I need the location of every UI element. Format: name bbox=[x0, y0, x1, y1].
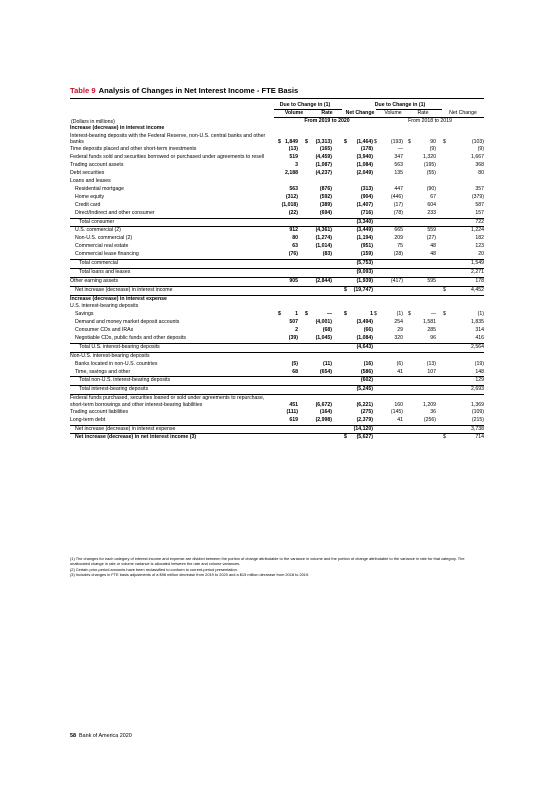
table-row bbox=[70, 434, 484, 442]
cell-n2: 1,549 bbox=[471, 259, 484, 266]
net-interest-income-table bbox=[70, 125, 484, 442]
cell-r1: (68) bbox=[322, 327, 332, 334]
table-row bbox=[70, 125, 484, 133]
cell-n1: (602) bbox=[360, 377, 373, 384]
cell-v1: 451 bbox=[289, 401, 298, 408]
cell-r2: 36 bbox=[430, 408, 436, 415]
cell-v2: (17) bbox=[393, 201, 403, 208]
cell-r1: (11) bbox=[323, 360, 332, 367]
col-net-2020: Net Change bbox=[345, 110, 375, 116]
cell-v1: (22) bbox=[288, 209, 298, 216]
dollar-sign: $ bbox=[305, 311, 308, 318]
dollar-sign: $ bbox=[344, 434, 347, 441]
cell-n1: (313) bbox=[360, 185, 373, 192]
cell-v1: (312) bbox=[285, 193, 298, 200]
cell-r1: (389) bbox=[319, 201, 332, 208]
cell-v1: (5) bbox=[291, 360, 298, 367]
cell-v1: 1 bbox=[295, 311, 298, 318]
table-row bbox=[70, 395, 484, 409]
cell-v2: 209 bbox=[394, 235, 403, 242]
table-row bbox=[70, 319, 484, 327]
cell-r2: 233 bbox=[427, 209, 436, 216]
cell-n2: 80 bbox=[478, 170, 484, 177]
period2-label: From 2018 to 2019 bbox=[408, 118, 452, 124]
cell-v2: 563 bbox=[394, 162, 403, 169]
table-number: Table 9 bbox=[70, 86, 96, 95]
cell-r2: 96 bbox=[430, 334, 436, 341]
cell-n2: 4,452 bbox=[471, 286, 484, 293]
cell-r2: 559 bbox=[427, 227, 436, 234]
cell-n2: 587 bbox=[475, 201, 484, 208]
row-label: U.S. commercial (2) bbox=[75, 227, 121, 234]
cell-n2: 416 bbox=[475, 334, 484, 341]
table-row bbox=[70, 202, 484, 210]
row-label: Savings bbox=[75, 311, 94, 318]
cell-r2: 48 bbox=[430, 251, 436, 258]
cell-n1: (586) bbox=[360, 368, 373, 375]
row-label: Net increase (decrease) in interest expense bbox=[75, 425, 176, 432]
cell-r1: (6,672) bbox=[315, 401, 332, 408]
row-label: Loans and leases bbox=[70, 178, 111, 185]
row-label: Long-term debt bbox=[70, 416, 106, 423]
row-label: Net increase (decrease) in interest income bbox=[75, 286, 173, 293]
cell-r1: (4,459) bbox=[315, 154, 332, 161]
cell-n1: (5,627) bbox=[356, 434, 373, 441]
cell-r1: (83) bbox=[322, 251, 332, 258]
row-label: Time, savings and other bbox=[75, 368, 131, 375]
row-label: Residential mortgage bbox=[75, 185, 125, 192]
row-label: Commercial lease financing bbox=[75, 251, 139, 258]
table-row bbox=[70, 369, 484, 378]
row-label: Total commercial bbox=[79, 259, 118, 266]
cell-r2: 285 bbox=[427, 327, 436, 334]
cell-n2: 3,738 bbox=[471, 425, 484, 432]
table-row bbox=[70, 335, 484, 344]
page-number: 58 bbox=[70, 733, 76, 739]
col-volume-2020: Volume bbox=[284, 110, 304, 116]
row-label: Consumer CDs and IRAs bbox=[75, 327, 134, 334]
cell-r2: (256) bbox=[423, 416, 436, 423]
cell-r1: (165) bbox=[319, 146, 332, 153]
cell-r2: 107 bbox=[427, 368, 436, 375]
cell-v1: 619 bbox=[289, 416, 298, 423]
cell-v1: 2 bbox=[295, 327, 298, 334]
row-label: Total non-U.S. interest-bearing deposits bbox=[79, 377, 171, 384]
row-label: Commercial real estate bbox=[75, 243, 129, 250]
cell-n1: 1 bbox=[370, 311, 373, 318]
cell-r2: 595 bbox=[427, 277, 436, 284]
cell-n2: (19) bbox=[474, 360, 484, 367]
cell-v2: (145) bbox=[390, 408, 403, 415]
cell-v2: (1) bbox=[396, 311, 403, 318]
table-row bbox=[70, 162, 484, 170]
cell-n2: 2,564 bbox=[471, 343, 484, 350]
cell-n1: (1,194) bbox=[356, 235, 373, 242]
dollar-sign: $ bbox=[278, 311, 281, 318]
cell-r1: (1,274) bbox=[315, 235, 332, 242]
cell-n1: (1,939) bbox=[356, 277, 373, 284]
cell-v2: (6) bbox=[396, 360, 403, 367]
cell-r2: 1,209 bbox=[423, 401, 436, 408]
table-row bbox=[70, 417, 484, 426]
cell-n1: (6,221) bbox=[356, 401, 373, 408]
cell-n1: (14,120) bbox=[353, 425, 373, 432]
cell-n1: (3,494) bbox=[356, 319, 373, 326]
table-row bbox=[70, 353, 484, 361]
cell-n1: (1,084) bbox=[356, 162, 373, 169]
cell-v2: (28) bbox=[393, 251, 403, 258]
cell-n2: 1,224 bbox=[471, 227, 484, 234]
cell-n1: (3,449) bbox=[356, 227, 373, 234]
cell-n1: (1,084) bbox=[356, 334, 373, 341]
cell-r2: 90 bbox=[430, 139, 436, 146]
cell-v2: 320 bbox=[394, 334, 403, 341]
cell-v1: 905 bbox=[289, 277, 298, 284]
row-label: Trading account assets bbox=[70, 162, 124, 169]
cell-n2: 129 bbox=[475, 377, 484, 384]
cell-v1: (39) bbox=[288, 334, 298, 341]
cell-v2: 160 bbox=[394, 401, 403, 408]
dollar-sign: $ bbox=[344, 311, 347, 318]
cell-n1: (716) bbox=[360, 209, 373, 216]
row-label: Credit card bbox=[75, 201, 101, 208]
row-label: Net increase (decrease) in net interest income (3) bbox=[75, 434, 197, 441]
cell-n2: (1) bbox=[477, 311, 484, 318]
table-row bbox=[70, 278, 484, 287]
cell-n2: (103) bbox=[471, 139, 484, 146]
cell-r1: (1,045) bbox=[315, 334, 332, 341]
row-label: Interest-bearing deposits with the Federal Reserve, non-U.S. central banks and other banks bbox=[70, 132, 266, 146]
table-row bbox=[70, 327, 484, 335]
cell-n2: 1,835 bbox=[471, 319, 484, 326]
cell-r2: (13) bbox=[426, 360, 436, 367]
cell-n1: (1,464) bbox=[356, 139, 373, 146]
table-row bbox=[70, 235, 484, 243]
cell-n2: 1,369 bbox=[471, 401, 484, 408]
cell-n2: 182 bbox=[475, 235, 484, 242]
cell-r2: (55) bbox=[426, 170, 436, 177]
row-label: Increase (decrease) in interest expense bbox=[70, 295, 167, 302]
footnotes bbox=[70, 556, 484, 578]
table-row bbox=[70, 146, 484, 154]
cell-v2: 41 bbox=[397, 368, 403, 375]
cell-v2: 75 bbox=[397, 243, 403, 250]
cell-v2: (193) bbox=[390, 139, 403, 146]
dollar-sign: $ bbox=[408, 311, 411, 318]
row-label: Federal funds sold and securities borrowed or purchased under agreements to resell bbox=[70, 154, 265, 161]
table-row bbox=[70, 219, 484, 228]
row-label: Demand and money market deposit accounts bbox=[75, 319, 180, 326]
cell-n2: 722 bbox=[475, 218, 484, 225]
cell-n1: (3,340) bbox=[356, 218, 373, 225]
dollar-sign: $ bbox=[374, 139, 377, 146]
table-title-text: Analysis of Changes in Net Interest Income - FTE Basis bbox=[98, 86, 299, 95]
cell-v2: 447 bbox=[394, 185, 403, 192]
cell-v1: (76) bbox=[288, 251, 298, 258]
table-row bbox=[70, 194, 484, 202]
cell-n1: (66) bbox=[363, 327, 373, 334]
row-label: Total consumer bbox=[79, 218, 115, 225]
cell-r1: (4,001) bbox=[315, 319, 332, 326]
cell-v1: 3 bbox=[295, 162, 298, 169]
cell-r2: 1,320 bbox=[423, 154, 436, 161]
cell-v2: — bbox=[397, 146, 403, 153]
cell-r1: (164) bbox=[319, 408, 332, 415]
cell-n2: 2,271 bbox=[471, 268, 484, 275]
cell-n2: 178 bbox=[475, 277, 484, 284]
cell-n2: 123 bbox=[475, 243, 484, 250]
col-volume-2019: Volume bbox=[384, 110, 402, 116]
cell-n1: (275) bbox=[360, 408, 373, 415]
cell-r1: (1,014) bbox=[315, 243, 332, 250]
row-label: Increase (decrease) in interest income bbox=[70, 125, 165, 131]
table-row bbox=[70, 170, 484, 178]
row-label: U.S. interest-bearing deposits bbox=[70, 303, 139, 310]
dollar-sign: $ bbox=[443, 434, 446, 441]
row-label: Banks located in non-U.S. countries bbox=[75, 360, 158, 367]
cell-v1: 563 bbox=[289, 185, 298, 192]
dollar-sign: $ bbox=[443, 311, 446, 318]
row-label: Time deposits placed and other short-term investments bbox=[70, 146, 197, 153]
cell-r1: (1,087) bbox=[315, 162, 332, 169]
row-label: Direct/Indirect and other consumer bbox=[75, 209, 155, 216]
col-rate-2019: Rate bbox=[417, 110, 429, 116]
row-label: Non-U.S. interest-bearing deposits bbox=[70, 352, 150, 359]
footnote: (2) Certain prior-period amounts have been reclassified to conform to current-period presentation. bbox=[70, 566, 238, 572]
period1-label: From 2019 to 2020 bbox=[304, 118, 350, 124]
row-label: Debt securities bbox=[70, 170, 105, 177]
cell-r2: 67 bbox=[430, 193, 436, 200]
table-row bbox=[70, 154, 484, 162]
cell-r1: (876) bbox=[319, 185, 332, 192]
cell-n1: (159) bbox=[360, 251, 373, 258]
cell-v2: (446) bbox=[390, 193, 403, 200]
table-row bbox=[70, 186, 484, 194]
footnote: (1) The changes for each category of interest income and expense are divided between the portion of change attributable to the variance in volume and the portion of change attributable to the variance in rate for that category. The unallocated change in rate or volume variance is allocated between the rate and volume variances. bbox=[70, 556, 465, 566]
cell-r2: (27) bbox=[426, 235, 436, 242]
cell-v1: 912 bbox=[289, 227, 298, 234]
cell-r1: (592) bbox=[319, 193, 332, 200]
cell-n2: 314 bbox=[475, 327, 484, 334]
cell-r2: 1,581 bbox=[423, 319, 436, 326]
cell-n1: (904) bbox=[360, 193, 373, 200]
table-title bbox=[70, 86, 298, 95]
cell-v1: (111) bbox=[286, 408, 298, 415]
cell-r1: (2,844) bbox=[315, 277, 332, 284]
col-rate-2020: Rate bbox=[321, 110, 333, 116]
table-row bbox=[70, 426, 484, 435]
table-row bbox=[70, 178, 484, 186]
table-row bbox=[70, 303, 484, 311]
cell-n2: 20 bbox=[478, 251, 484, 258]
cell-v2: 41 bbox=[397, 416, 403, 423]
table-row bbox=[70, 269, 484, 278]
row-label: Trading account liabilities bbox=[70, 408, 129, 415]
table-row bbox=[70, 377, 484, 386]
cell-n2: 1,667 bbox=[471, 154, 484, 161]
units-label: (Dollars in millions) bbox=[71, 119, 115, 125]
cell-n1: (4,643) bbox=[356, 343, 373, 350]
cell-n2: 714 bbox=[475, 434, 484, 441]
cell-n1: (1,407) bbox=[356, 201, 373, 208]
cell-v2: 29 bbox=[397, 327, 403, 334]
cell-r1: (654) bbox=[319, 368, 332, 375]
cell-r1: (2,998) bbox=[315, 416, 332, 423]
cell-n1: (3,940) bbox=[356, 154, 373, 161]
row-label: Total U.S. interest-bearing deposits bbox=[79, 343, 160, 350]
cell-n1: (16) bbox=[363, 360, 373, 367]
table-row bbox=[70, 210, 484, 219]
dollar-sign: $ bbox=[443, 286, 446, 293]
cell-n2: (109) bbox=[471, 408, 484, 415]
cell-v1: 2,188 bbox=[285, 170, 298, 177]
cell-n1: (951) bbox=[360, 243, 373, 250]
cell-n2: 357 bbox=[475, 185, 484, 192]
row-label: Negotiable CDs, public funds and other deposits bbox=[75, 334, 187, 341]
cell-n2: 2,693 bbox=[471, 386, 484, 393]
cell-v2: 135 bbox=[394, 170, 403, 177]
dollar-sign: $ bbox=[443, 139, 446, 146]
cell-r2: — bbox=[430, 311, 436, 318]
page-footer bbox=[70, 733, 132, 739]
table-row bbox=[70, 260, 484, 269]
cell-n2: (215) bbox=[471, 416, 484, 423]
cell-r1: — bbox=[326, 311, 332, 318]
cell-v1: 507 bbox=[289, 319, 298, 326]
group2-header: Due to Change in (1) bbox=[374, 102, 426, 108]
cell-r2: (90) bbox=[426, 185, 436, 192]
row-label: Other earning assets bbox=[70, 277, 119, 284]
footnote: (3) Includes changes in FTE basis adjustments of a $96 million decrease from 2019 to 2020 and a $15 million decrease from 2018 to 2019. bbox=[70, 572, 310, 577]
table-row bbox=[70, 386, 484, 395]
table-row bbox=[70, 243, 484, 251]
cell-n2: (9) bbox=[477, 146, 484, 153]
cell-v2: 254 bbox=[394, 319, 403, 326]
dollar-sign: $ bbox=[305, 139, 308, 146]
table-row bbox=[70, 287, 484, 296]
table-row bbox=[70, 361, 484, 369]
cell-n1: (9,093) bbox=[356, 268, 373, 275]
cell-n1: (5,245) bbox=[356, 386, 373, 393]
table-row bbox=[70, 409, 484, 417]
cell-r1: (3,313) bbox=[315, 139, 332, 146]
cell-v1: 519 bbox=[289, 154, 298, 161]
cell-n1: (19,747) bbox=[353, 286, 373, 293]
title-rule bbox=[70, 98, 484, 99]
dollar-sign: $ bbox=[408, 139, 411, 146]
table-row bbox=[70, 227, 484, 235]
cell-v2: (417) bbox=[390, 277, 403, 284]
cell-r2: (9) bbox=[429, 146, 436, 153]
cell-n2: 148 bbox=[475, 368, 484, 375]
cell-n1: (2,379) bbox=[356, 416, 373, 423]
cell-v1: 63 bbox=[292, 243, 298, 250]
row-label: Non-U.S. commercial (2) bbox=[75, 235, 133, 242]
table-row bbox=[70, 133, 484, 147]
cell-n2: (379) bbox=[471, 193, 484, 200]
table-row bbox=[70, 296, 484, 304]
footer-text: Bank of America 2020 bbox=[79, 733, 132, 739]
cell-r2: 48 bbox=[430, 243, 436, 250]
group1-header: Due to Change in (1) bbox=[279, 102, 331, 108]
cell-v1: 68 bbox=[292, 368, 298, 375]
cell-v2: 347 bbox=[394, 154, 403, 161]
col-net-2019: Net Change bbox=[449, 110, 477, 116]
cell-v1: (1,018) bbox=[281, 201, 298, 208]
cell-r2: (195) bbox=[423, 162, 436, 169]
dollar-sign: $ bbox=[344, 286, 347, 293]
dollar-sign: $ bbox=[278, 139, 281, 146]
cell-r1: (4,361) bbox=[315, 227, 332, 234]
cell-n1: (5,753) bbox=[356, 259, 373, 266]
cell-n1: (2,049) bbox=[356, 170, 373, 177]
dollar-sign: $ bbox=[344, 139, 347, 146]
cell-n1: (178) bbox=[360, 146, 373, 153]
table-row bbox=[70, 344, 484, 353]
cell-r2: 604 bbox=[427, 201, 436, 208]
cell-r1: (694) bbox=[319, 209, 332, 216]
cell-v1: 80 bbox=[292, 235, 298, 242]
table-row bbox=[70, 311, 484, 319]
cell-v2: (78) bbox=[393, 209, 403, 216]
cell-v2: 665 bbox=[394, 227, 403, 234]
cell-n2: 368 bbox=[475, 162, 484, 169]
dollar-sign: $ bbox=[374, 311, 377, 318]
row-label: Total loans and leases bbox=[79, 268, 131, 275]
row-label: Federal funds purchased, securities loaned or sold under agreements to repurchase, short-term borrowings and other interest-bearing liabilities bbox=[70, 395, 265, 408]
cell-r1: (4,237) bbox=[315, 170, 332, 177]
row-label: Home equity bbox=[75, 193, 105, 200]
cell-v1: (13) bbox=[288, 146, 298, 153]
cell-v1: 1,849 bbox=[285, 139, 298, 146]
row-label: Total interest-bearing deposits bbox=[79, 386, 149, 393]
cell-n2: 157 bbox=[475, 209, 484, 216]
table-row bbox=[70, 251, 484, 260]
